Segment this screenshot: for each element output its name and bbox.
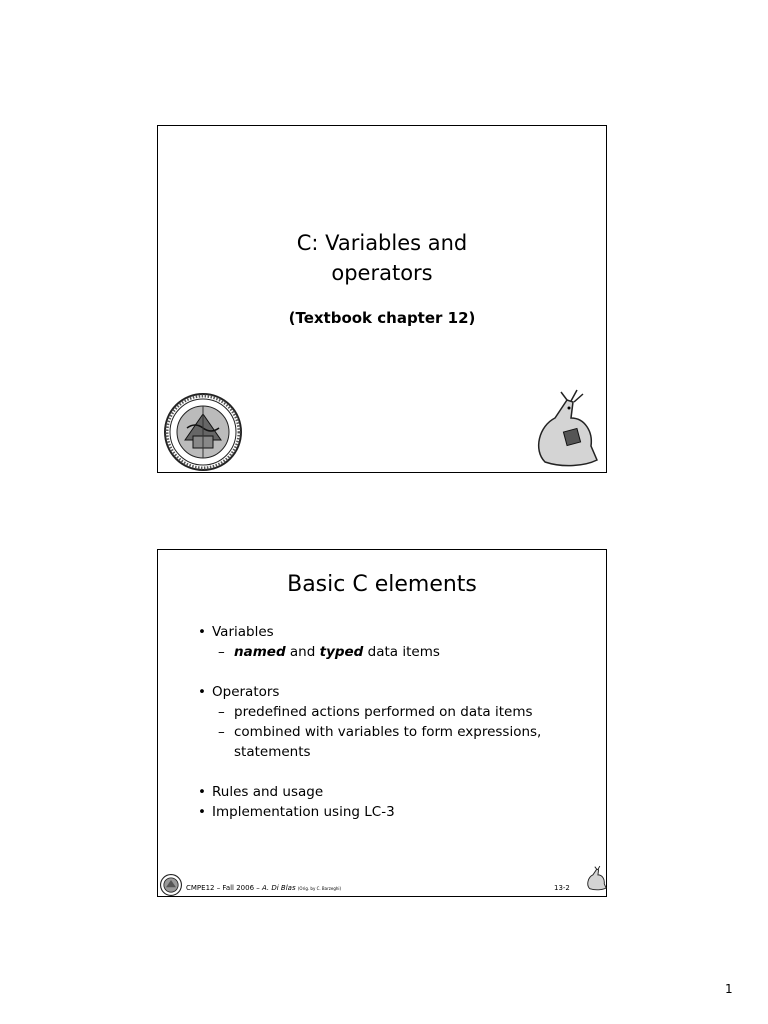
slide-basic-c-elements bbox=[157, 549, 607, 897]
bullet-implementation: • Implementation using LC-3 bbox=[198, 802, 588, 822]
footer-author: A. Di Blas bbox=[262, 884, 296, 892]
slide-heading: Basic C elements bbox=[287, 572, 477, 597]
typed-text: typed bbox=[319, 644, 364, 660]
named-text: named bbox=[234, 644, 286, 660]
sub-bullet-named-typed bbox=[218, 642, 588, 662]
university-seal-small-icon bbox=[160, 874, 182, 896]
bullet-rules: • Rules and usage bbox=[198, 782, 588, 802]
footer-course: CMPE12 – Fall 2006 – bbox=[186, 884, 260, 892]
footer-credit: (Orig. by C. Barzeghi) bbox=[297, 886, 342, 891]
bullet-list bbox=[198, 622, 588, 822]
bullet-variables: • Variables bbox=[198, 622, 588, 642]
bullet-operators: • Operators bbox=[198, 682, 588, 702]
slide-footer bbox=[186, 884, 341, 892]
slide-title bbox=[157, 125, 607, 473]
mascot-small-icon bbox=[586, 860, 608, 896]
slide-subtitle: (Textbook chapter 12) bbox=[288, 309, 476, 327]
slide-number: 13-2 bbox=[554, 884, 570, 892]
page-number: 1 bbox=[725, 982, 733, 996]
and-text: and bbox=[289, 644, 316, 660]
sub-bullet-combined-with-variables: – combined with variables to form expressions, statements bbox=[218, 722, 588, 762]
data-items-text: data items bbox=[367, 644, 440, 660]
university-seal-icon bbox=[163, 392, 243, 472]
mascot-icon bbox=[533, 388, 603, 468]
sub-bullet-predefined-actions: – predefined actions performed on data items bbox=[218, 702, 588, 722]
slide-title-heading: C: Variables and operators bbox=[296, 231, 468, 285]
